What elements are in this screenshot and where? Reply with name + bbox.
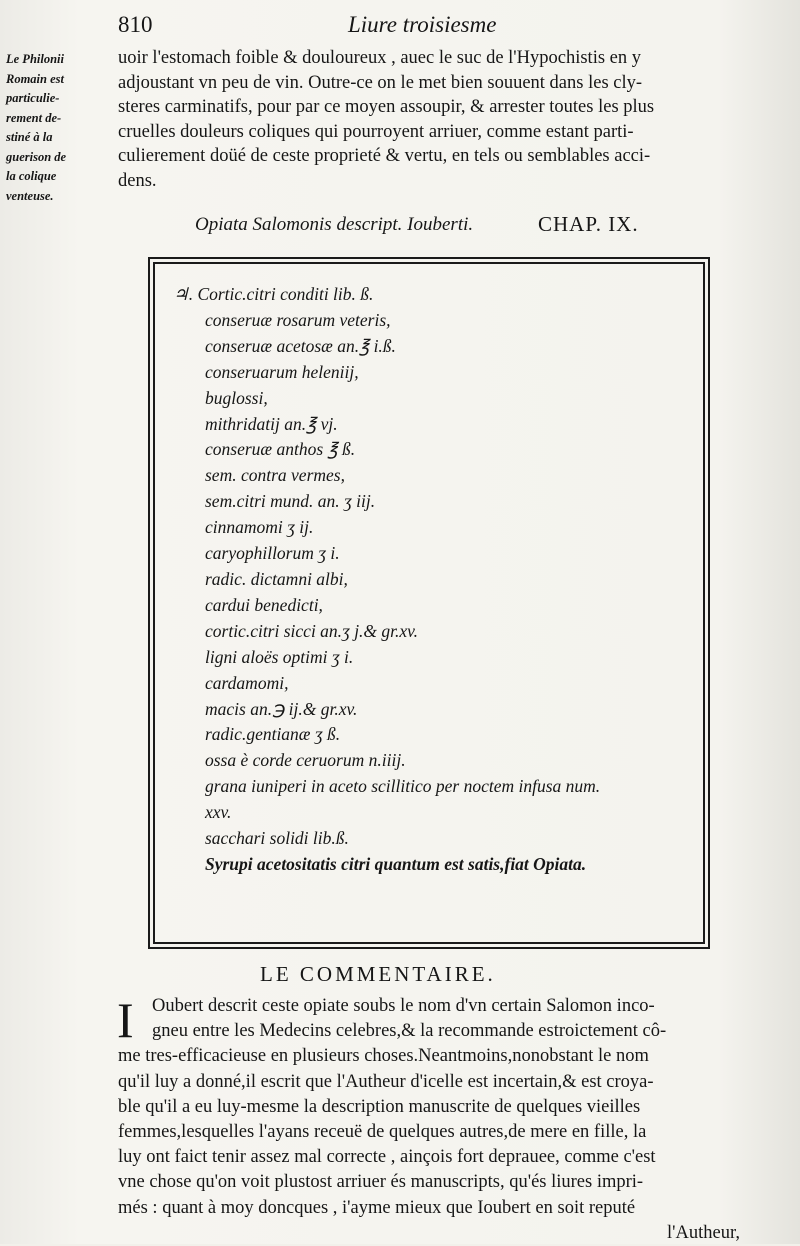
recipe-line: conseruarum heleniij,	[205, 361, 359, 382]
recipe-line: conseruæ anthos ℥ ß.	[205, 439, 356, 460]
recipe-line: radic. dictamni albi,	[205, 568, 348, 589]
recipe-line: mithridatij an.℥ vj.	[205, 413, 338, 434]
margin-note-line: Romain est	[6, 71, 64, 86]
text-line: cruelles douleurs coliques qui pourroyent arriuer, comme estant parti-	[118, 121, 634, 142]
text-line: qu'il luy a donné,il escrit que l'Autheur d'icelle est incertain,& est croya-	[118, 1071, 654, 1092]
recipe-line: caryophillorum ʒ i.	[205, 543, 340, 564]
text-line: adjoustant vn peu de vin. Outre-ce on le met bien souuent dans les cly-	[118, 72, 643, 93]
margin-note-line: Le Philonii	[6, 52, 64, 66]
text-line: l'Autheur,	[667, 1222, 740, 1243]
recipe-line: radic.gentianæ ʒ ß.	[205, 724, 341, 745]
margin-note	[6, 50, 116, 206]
recipe-line: xxv.	[205, 802, 232, 823]
recipe-line: sacchari solidi lib.ß.	[205, 828, 349, 849]
recipe-line: grana iuniperi in aceto scillitico per noctem infusa num.	[205, 776, 601, 797]
chapter-heading	[195, 212, 715, 242]
margin-note-line: la colique	[6, 169, 57, 183]
text-line: més : quant à moy doncques , i'ayme mieux que Ioubert en soit reputé	[118, 1197, 636, 1218]
recipe-line: conseruæ acetosæ an.℥ i.ß.	[205, 335, 396, 356]
running-title: Liure troisiesme	[348, 12, 497, 37]
recipe-line: buglossi,	[205, 387, 268, 408]
recipe-line: sem. contra vermes,	[205, 465, 345, 486]
recipe-line: Syrupi acetositatis citri quantum est satis,fiat Opiata.	[205, 853, 587, 874]
intro-paragraph	[118, 46, 738, 193]
margin-note-line: guerison de	[6, 149, 67, 164]
text-line: me tres-efficacieuse en plusieurs choses.Neantmoins,nonobstant le nom	[118, 1046, 649, 1067]
recipe-line: ♃. Cortic.citri conditi lib. ß.	[173, 284, 374, 304]
recipe-box	[153, 262, 705, 944]
margin-note-line: stiné à la	[6, 130, 53, 144]
recipe-line: cortic.citri sicci an.ʒ j.& gr.xv.	[205, 620, 419, 641]
text-line: vne chose qu'on voit plustost arriuer és manuscripts, qu'és liures impri-	[118, 1172, 644, 1193]
drop-cap: I	[117, 992, 134, 1048]
commentary-heading: LE COMMENTAIRE.	[260, 962, 496, 986]
recipe-line: macis an.℈ ij.& gr.xv.	[205, 698, 358, 719]
recipe-line: conseruæ rosarum veteris,	[205, 309, 391, 330]
recipe-line: cardui benedicti,	[205, 594, 323, 615]
recipe-line: cinnamomi ʒ ij.	[205, 517, 314, 538]
text-line: Oubert descrit ceste opiate soubs le nom d'vn certain Salomon inco-	[152, 996, 655, 1016]
recipe-line: sem.citri mund. an. ʒ iij.	[205, 491, 376, 512]
margin-note-line: venteuse.	[6, 188, 54, 203]
text-line: uoir l'estomach foible & douloureux , auec le suc de l'Hypochistis en y	[118, 48, 641, 68]
chapter-title: Opiata Salomonis descript. Iouberti.	[195, 214, 474, 235]
text-line: steres carminatifs, pour par ce moyen assoupir, & arrester toutes les plus	[118, 97, 655, 117]
recipe-list	[173, 282, 693, 878]
page-header	[118, 12, 778, 46]
text-line: dens.	[118, 170, 157, 191]
text-line: culierement doüé de ceste proprieté & vertu, en tels ou semblables acci-	[118, 146, 651, 166]
text-line: gneu entre les Medecins celebres,& la recommande estroictement cô-	[152, 1021, 667, 1042]
recipe-line: cardamomi,	[205, 672, 289, 693]
text-line: luy ont faict tenir assez mal correcte , ainçois fort deprauee, comme c'est	[118, 1147, 656, 1168]
recipe-line: ligni aloës optimi ʒ i.	[205, 646, 354, 667]
text-line: ble qu'il a eu luy-mesme la description manuscrite de quelques vieilles	[118, 1096, 641, 1117]
chapter-number: CHAP. IX.	[538, 212, 639, 236]
recipe-line: ossa è corde ceruorum n.iiij.	[205, 750, 406, 771]
margin-note-line: rement de-	[6, 110, 62, 125]
commentary-paragraph	[118, 994, 740, 1246]
text-line: femmes,lesquelles l'ayans receuë de quelques autres,de mere en fille, la	[118, 1122, 647, 1143]
margin-note-line: particulie-	[6, 91, 60, 105]
page-number: 810	[118, 12, 153, 37]
